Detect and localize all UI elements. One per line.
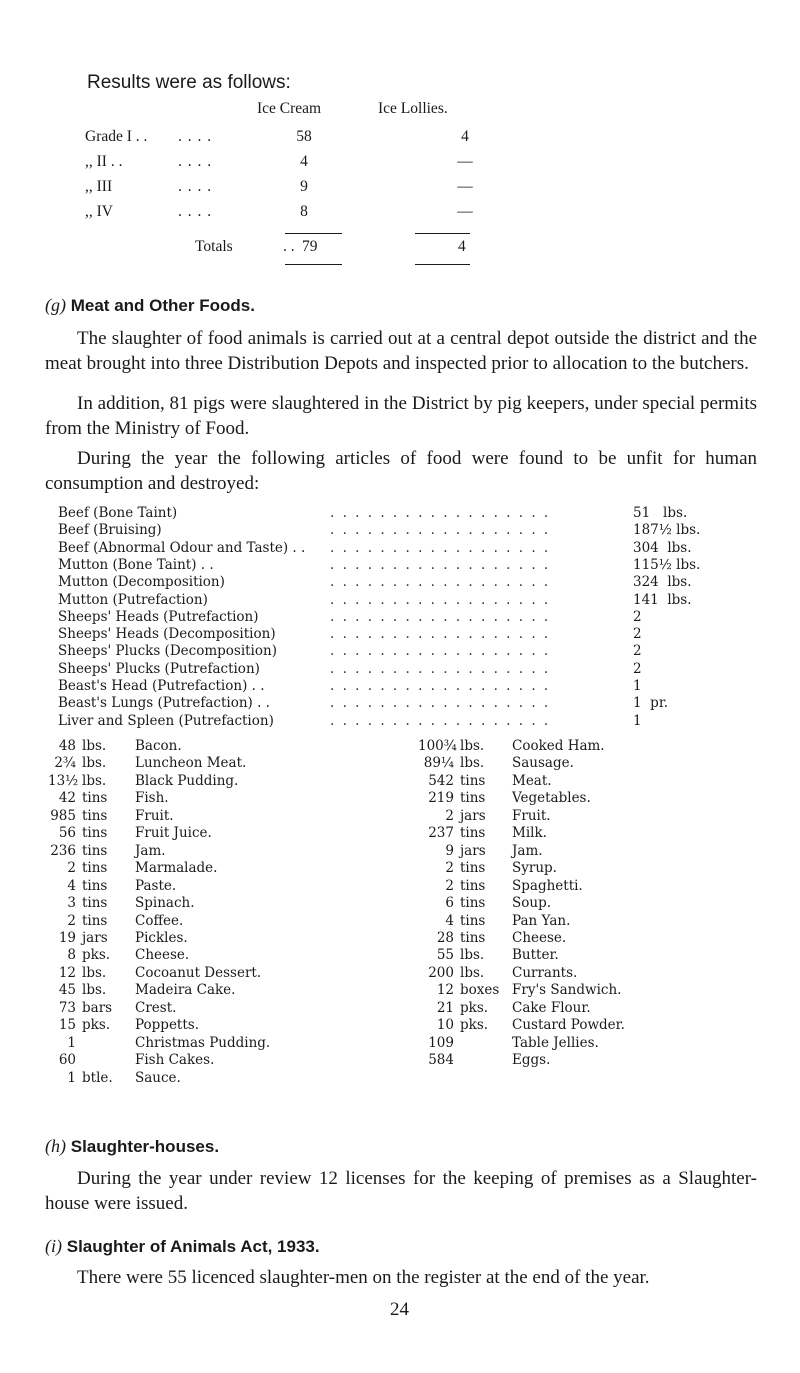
unfit-article-name: Sheeps' Plucks (Putrefaction) bbox=[58, 660, 260, 677]
food-left-qty: 73 bbox=[58, 999, 76, 1016]
grade-dots: . . . . bbox=[178, 203, 213, 220]
food-right-unit: lbs. bbox=[460, 964, 485, 981]
dot-leader: . . . . . . . . . . . . . . . . . . bbox=[330, 712, 551, 729]
food-right-item: Cooked Ham. bbox=[512, 738, 605, 754]
food-left-unit: pks. bbox=[82, 1017, 111, 1034]
food-right-qty: 10 bbox=[436, 1017, 454, 1034]
unfit-article-qty: 1 pr. bbox=[633, 695, 669, 712]
food-left-qty: 1 bbox=[67, 1034, 76, 1051]
dot-leader: . . . . . . . . . . . . . . . . . . bbox=[330, 626, 551, 643]
food-right-qty: 2 bbox=[445, 807, 454, 824]
unfit-article-qty: 304 lbs. bbox=[633, 539, 692, 556]
food-left-unit: tins bbox=[82, 807, 108, 824]
food-right-qty: 200 bbox=[428, 964, 454, 981]
food-right-qty: 100¾ bbox=[418, 738, 457, 754]
section-i-title: Slaughter of Animals Act, 1933. bbox=[66, 1237, 320, 1256]
dot-leader: . . . . . . . . . . . . . . . . . . bbox=[330, 643, 551, 660]
food-right-unit: tins bbox=[460, 877, 486, 894]
dot-leader: . . . . . . . . . . . . . . . . . . bbox=[330, 505, 551, 521]
food-left-item: Fish Cakes. bbox=[135, 1052, 215, 1069]
food-left-item: Madeira Cake. bbox=[135, 982, 236, 999]
section-h-heading bbox=[45, 1136, 219, 1157]
section-g-para-1: The slaughter of food animals is carried out at a central depot outside the district and the meat brought into three Distribution Depots and inspected prior to allocation to the butchers. bbox=[45, 328, 757, 374]
food-left-qty: 3 bbox=[67, 895, 76, 912]
food-right-qty: 28 bbox=[436, 929, 454, 946]
unfit-article-qty: 324 lbs. bbox=[633, 574, 692, 591]
food-left-unit: jars bbox=[82, 929, 108, 946]
food-left-qty: 13½ bbox=[48, 772, 79, 789]
food-left-unit: lbs. bbox=[82, 738, 107, 754]
food-left-qty: 1 bbox=[67, 1069, 76, 1086]
food-left-item: Fish. bbox=[135, 790, 169, 807]
grade-ice-lollies-value: — bbox=[457, 153, 473, 170]
unfit-article-name: Liver and Spleen (Putrefaction) bbox=[58, 712, 274, 729]
food-left-item: Fruit Juice. bbox=[135, 825, 212, 842]
food-right-item: Cheese. bbox=[512, 929, 567, 946]
food-left-qty: 12 bbox=[58, 964, 76, 981]
food-right-qty: 109 bbox=[428, 1034, 454, 1051]
food-right-unit: tins bbox=[460, 825, 486, 842]
dot-leader: . . . . . . . . . . . . . . . . . . bbox=[330, 608, 551, 625]
unfit-article-name: Sheeps' Heads (Decomposition) bbox=[58, 626, 276, 643]
dot-leader: . . . . . . . . . . . . . . . . . . bbox=[330, 522, 551, 539]
food-right-unit: tins bbox=[460, 790, 486, 807]
food-left-qty: 48 bbox=[58, 738, 76, 754]
grade-ice-cream-value: 4 bbox=[300, 153, 308, 170]
grade-dots: . . . . bbox=[178, 128, 213, 145]
food-left-item: Bacon. bbox=[135, 738, 182, 754]
food-left-qty: 2 bbox=[67, 860, 76, 877]
food-right-unit: lbs. bbox=[460, 755, 485, 772]
food-left-item: Cocoanut Dessert. bbox=[135, 964, 262, 981]
food-right-qty: 542 bbox=[428, 772, 454, 789]
ice-lollies-rule-top bbox=[415, 233, 470, 234]
unfit-article-name: Beast's Lungs (Putrefaction) . . bbox=[58, 695, 270, 712]
grade-ice-cream-value: 8 bbox=[300, 203, 308, 220]
food-right-qty: 2 bbox=[445, 860, 454, 877]
food-left-item: Fruit. bbox=[135, 807, 174, 824]
food-right-unit: tins bbox=[460, 860, 486, 877]
food-left-qty: 4 bbox=[67, 877, 76, 894]
food-right-unit: lbs. bbox=[460, 738, 485, 754]
unfit-article-qty: 187½ lbs. bbox=[633, 522, 701, 539]
section-h-letter: (h) bbox=[45, 1136, 66, 1156]
totals-ice-cream: 79 bbox=[302, 238, 318, 255]
food-right-qty: 55 bbox=[436, 947, 454, 964]
food-right-unit: boxes bbox=[460, 982, 500, 999]
food-right-item: Cake Flour. bbox=[512, 999, 591, 1016]
food-left-item: Cheese. bbox=[135, 947, 190, 964]
grade-dots: . . . . bbox=[178, 178, 213, 195]
unfit-article-qty: 115½ lbs. bbox=[633, 556, 701, 573]
food-left-item: Black Pudding. bbox=[135, 772, 239, 789]
section-h-title: Slaughter-houses. bbox=[70, 1137, 220, 1156]
unfit-article-qty: 2 bbox=[633, 608, 642, 625]
food-right-item: Spaghetti. bbox=[512, 877, 583, 894]
food-right-item: Pan Yan. bbox=[512, 912, 571, 929]
food-left-unit: tins bbox=[82, 860, 108, 877]
food-right-item: Butter. bbox=[512, 947, 559, 964]
food-right-item: Currants. bbox=[512, 964, 578, 981]
food-left-qty: 42 bbox=[58, 790, 76, 807]
unfit-article-name: Mutton (Decomposition) bbox=[58, 574, 225, 591]
food-left-unit: btle. bbox=[82, 1069, 113, 1086]
food-left-unit: tins bbox=[82, 895, 108, 912]
dot-leader: . . . . . . . . . . . . . . . . . . bbox=[330, 574, 551, 591]
food-right-unit: tins bbox=[460, 912, 486, 929]
unfit-article-name: Beast's Head (Putrefaction) . . bbox=[58, 678, 265, 694]
food-right-item: Sausage. bbox=[512, 755, 574, 772]
grade-label: ,, IV bbox=[85, 203, 113, 220]
grade-ice-cream-value: 9 bbox=[300, 178, 308, 195]
food-left-unit: bars bbox=[82, 999, 113, 1016]
food-right-item: Soup. bbox=[512, 895, 552, 912]
grade-ice-lollies-value: — bbox=[457, 203, 473, 220]
food-right-qty: 9 bbox=[445, 842, 454, 859]
grade-label: ,, III bbox=[85, 178, 113, 195]
unfit-article-qty: 141 lbs. bbox=[633, 591, 692, 608]
food-right-unit: tins bbox=[460, 895, 486, 912]
section-g-heading bbox=[45, 295, 255, 316]
food-right-item: Fry's Sandwich. bbox=[512, 982, 622, 999]
food-right-item: Syrup. bbox=[512, 860, 557, 877]
food-left-unit: tins bbox=[82, 790, 108, 807]
food-right-unit: lbs. bbox=[460, 947, 485, 964]
food-left-qty: 985 bbox=[50, 807, 76, 824]
food-right-qty: 12 bbox=[436, 982, 454, 999]
food-right-qty: 219 bbox=[428, 790, 454, 807]
unfit-article-qty: 2 bbox=[633, 660, 642, 677]
food-right-item: Jam. bbox=[512, 842, 543, 859]
food-left-item: Paste. bbox=[135, 877, 177, 894]
food-right-qty: 4 bbox=[445, 912, 454, 929]
food-left-item: Pickles. bbox=[135, 929, 188, 946]
col-header-ice-lollies: Ice Lollies. bbox=[378, 100, 448, 117]
grade-dots: . . . . bbox=[178, 153, 213, 170]
food-left-item: Crest. bbox=[135, 999, 177, 1016]
food-right-qty: 6 bbox=[445, 895, 454, 912]
food-left-qty: 15 bbox=[58, 1017, 76, 1034]
food-right-item: Custard Powder. bbox=[512, 1017, 625, 1034]
food-left-unit: lbs. bbox=[82, 964, 107, 981]
section-g-para-2: In addition, 81 pigs were slaughtered in the District by pig keepers, under special permits from the Ministry of Food. bbox=[45, 393, 757, 439]
food-left-qty: 45 bbox=[58, 982, 76, 999]
section-g-letter: (g) bbox=[45, 295, 66, 315]
food-left-unit: tins bbox=[82, 825, 108, 842]
totals-ice-lollies: 4 bbox=[458, 238, 466, 255]
section-i-heading bbox=[45, 1236, 320, 1257]
food-left-item: Christmas Pudding. bbox=[135, 1034, 271, 1051]
food-left-unit: tins bbox=[82, 912, 108, 929]
unfit-article-name: Beef (Bruising) bbox=[58, 522, 162, 539]
section-h-para: During the year under review 12 licenses for the keeping of premises as a Slaughter-house were issued. bbox=[45, 1168, 757, 1214]
food-right-unit: jars bbox=[460, 807, 486, 824]
food-right-qty: 89¼ bbox=[423, 755, 454, 772]
unfit-article-name: Mutton (Bone Taint) . . bbox=[58, 556, 214, 573]
food-left-item: Sauce. bbox=[135, 1069, 181, 1086]
dot-leader: . . . . . . . . . . . . . . . . . . bbox=[330, 678, 551, 694]
grade-label: ,, II . . bbox=[85, 153, 123, 170]
section-i-para: There were 55 licenced slaughter-men on the register at the end of the year. bbox=[77, 1267, 650, 1288]
food-right-qty: 21 bbox=[436, 999, 454, 1016]
unfit-article-name: Sheeps' Heads (Putrefaction) bbox=[58, 608, 259, 625]
food-right-item: Meat. bbox=[512, 772, 552, 789]
food-right-unit: tins bbox=[460, 772, 486, 789]
section-i-letter: (i) bbox=[45, 1236, 62, 1256]
dot-leader: . . . . . . . . . . . . . . . . . . bbox=[330, 591, 551, 608]
unfit-article-qty: 1 bbox=[633, 678, 642, 694]
food-right-unit: tins bbox=[460, 929, 486, 946]
unfit-article-name: Mutton (Putrefaction) bbox=[58, 591, 208, 608]
food-right-unit: jars bbox=[460, 842, 486, 859]
unfit-article-name: Beef (Abnormal Odour and Taste) . . bbox=[58, 539, 306, 556]
food-right-item: Milk. bbox=[512, 825, 547, 842]
ice-lollies-rule-bottom bbox=[415, 264, 470, 265]
food-right-unit: pks. bbox=[460, 1017, 489, 1034]
col-header-ice-cream: Ice Cream bbox=[257, 100, 322, 117]
dot-leader: . . . . . . . . . . . . . . . . . . bbox=[330, 660, 551, 677]
dot-leader: . . . . . . . . . . . . . . . . . . bbox=[330, 556, 551, 573]
food-right-item: Fruit. bbox=[512, 807, 551, 824]
ice-cream-rule-top bbox=[285, 233, 342, 234]
unfit-article-qty: 2 bbox=[633, 643, 642, 660]
food-left-qty: 19 bbox=[58, 929, 76, 946]
food-left-qty: 8 bbox=[67, 947, 76, 964]
dot-leader: . . . . . . . . . . . . . . . . . . bbox=[330, 695, 551, 712]
food-left-qty: 2¾ bbox=[54, 755, 76, 772]
section-g-title: Meat and Other Foods. bbox=[70, 296, 255, 315]
food-left-unit: lbs. bbox=[82, 772, 107, 789]
food-left-item: Luncheon Meat. bbox=[135, 755, 247, 772]
food-left-unit: pks. bbox=[82, 947, 111, 964]
food-left-item: Jam. bbox=[135, 842, 166, 859]
unfit-article-name: Beef (Bone Taint) bbox=[58, 505, 178, 521]
food-left-qty: 60 bbox=[58, 1052, 76, 1069]
food-left-qty: 56 bbox=[58, 825, 76, 842]
unfit-article-name: Sheeps' Plucks (Decomposition) bbox=[58, 643, 277, 660]
food-left-item: Marmalade. bbox=[135, 860, 218, 877]
section-g-para-3: During the year the following articles of food were found to be unfit for human consumption and destroyed: bbox=[45, 448, 757, 494]
page-number: 24 bbox=[390, 1299, 409, 1320]
food-left-unit: lbs. bbox=[82, 982, 107, 999]
food-left-unit: lbs. bbox=[82, 755, 107, 772]
grade-ice-cream-value: 58 bbox=[296, 128, 312, 145]
grade-ice-lollies-value: 4 bbox=[461, 128, 469, 145]
intro-text: Results were as follows: bbox=[87, 72, 291, 93]
dot-leader: . . . . . . . . . . . . . . . . . . bbox=[330, 539, 551, 556]
grade-ice-lollies-value: — bbox=[457, 178, 473, 195]
food-right-qty: 2 bbox=[445, 877, 454, 894]
food-left-item: Spinach. bbox=[135, 895, 195, 912]
food-right-item: Eggs. bbox=[512, 1052, 551, 1069]
food-left-unit: tins bbox=[82, 842, 108, 859]
food-right-qty: 584 bbox=[428, 1052, 454, 1069]
grade-label: Grade I . . bbox=[85, 128, 148, 145]
unfit-article-qty: 2 bbox=[633, 626, 642, 643]
food-left-item: Poppetts. bbox=[135, 1017, 200, 1034]
food-right-qty: 237 bbox=[428, 825, 454, 842]
unfit-article-qty: 51 lbs. bbox=[633, 505, 688, 521]
food-right-item: Table Jellies. bbox=[512, 1034, 599, 1051]
food-left-item: Coffee. bbox=[135, 912, 184, 929]
food-right-item: Vegetables. bbox=[512, 790, 591, 807]
unfit-article-qty: 1 bbox=[633, 712, 642, 729]
food-right-unit: pks. bbox=[460, 999, 489, 1016]
totals-dots: . . bbox=[283, 238, 295, 255]
totals-label: Totals bbox=[195, 238, 233, 255]
ice-cream-rule-bottom bbox=[285, 264, 342, 265]
food-left-unit: tins bbox=[82, 877, 108, 894]
food-left-qty: 2 bbox=[67, 912, 76, 929]
food-left-qty: 236 bbox=[50, 842, 76, 859]
